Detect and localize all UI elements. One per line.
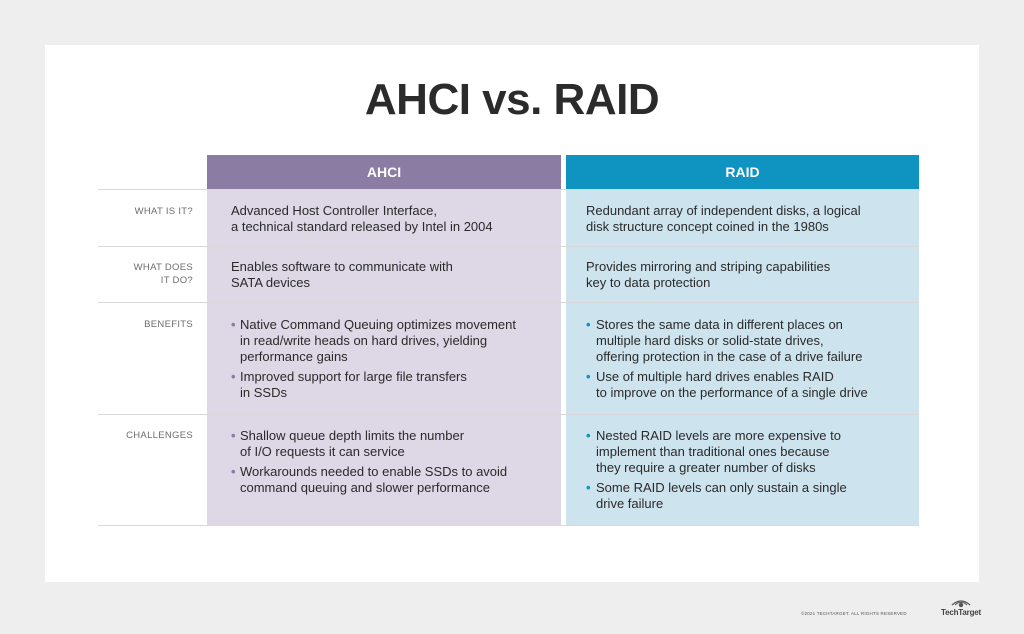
bullet-line: command queuing and slower performance: [240, 480, 491, 495]
cell-line: SATA devices: [231, 275, 310, 290]
row-label-benefits: [93, 318, 193, 331]
cell-line: Provides mirroring and striping capabilities: [586, 259, 831, 274]
row-label-line: BENEFITS: [144, 319, 193, 330]
cell-line: key to data protection: [586, 275, 711, 290]
row-label-what-is-it: [93, 205, 193, 218]
row-divider: [98, 414, 919, 415]
bullet-line: Improved support for large file transfers: [240, 369, 467, 384]
copyright-text: ©2021 TECHTARGET. ALL RIGHTS RESERVED: [801, 611, 907, 616]
bullet-list: [231, 317, 551, 401]
bullet-icon: •: [231, 317, 236, 332]
bullet-line: Stores the same data in different places on: [596, 317, 843, 332]
bullet-line: Workarounds needed to enable SSDs to avoid: [240, 464, 508, 479]
cell-raid-challenges: [586, 428, 911, 516]
row-label-line: IT DO?: [160, 275, 193, 286]
list-item: [586, 428, 911, 476]
cell-line: Redundant array of independent disks, a logical: [586, 203, 861, 218]
cell-line: a technical standard released by Intel in 2004: [231, 219, 493, 234]
column-header-raid: RAID: [566, 155, 919, 189]
techtarget-logo: [940, 598, 982, 622]
row-divider: [98, 525, 919, 526]
cell-line: disk structure concept coined in the 1980s: [586, 219, 829, 234]
row-divider: [98, 189, 919, 190]
bullet-line: to improve on the performance of a single drive: [596, 385, 868, 400]
bullet-line: Some RAID levels can only sustain a single: [596, 480, 847, 495]
row-label-line: WHAT IS IT?: [134, 206, 193, 217]
bullet-list: [586, 428, 911, 512]
bullet-line: drive failure: [596, 496, 664, 511]
logo-text: TechTarget: [941, 608, 981, 617]
row-label-challenges: [93, 429, 193, 442]
list-item: [231, 317, 551, 365]
bullet-line: Use of multiple hard drives enables RAID: [596, 369, 834, 384]
row-divider: [98, 302, 919, 303]
page-title: AHCI vs. RAID: [364, 75, 660, 124]
cell-line: Enables software to communicate with: [231, 259, 453, 274]
list-item: [231, 428, 551, 460]
column-header-ahci: AHCI: [207, 155, 561, 189]
bullet-line: in SSDs: [240, 385, 287, 400]
bullet-icon: •: [586, 369, 591, 384]
bullet-icon: •: [231, 464, 236, 479]
list-item: [586, 317, 911, 365]
bullet-line: of I/O requests it can service: [240, 444, 405, 459]
bullet-list: [231, 428, 551, 496]
list-item: [231, 464, 551, 496]
cell-raid-what-is-it: [586, 203, 911, 235]
row-label-line: CHALLENGES: [126, 430, 193, 441]
row-label-what-does-it-do: [93, 261, 193, 287]
bullet-icon: •: [586, 317, 591, 332]
list-item: [586, 369, 911, 401]
list-item: [231, 369, 551, 401]
bullet-line: offering protection in the case of a drive failure: [596, 349, 863, 364]
bullet-line: Nested RAID levels are more expensive to: [596, 428, 841, 443]
bullet-icon: •: [231, 369, 236, 384]
bullet-line: Native Command Queuing optimizes movement: [240, 317, 517, 332]
bullet-line: in read/write heads on hard drives, yielding: [240, 333, 488, 348]
bullet-icon: •: [586, 428, 591, 443]
cell-raid-what-does-it-do: [586, 259, 911, 291]
cell-line: Advanced Host Controller Interface,: [231, 203, 437, 218]
bullet-line: implement than traditional ones because: [596, 444, 830, 459]
row-label-line: WHAT DOES: [133, 262, 193, 273]
bullet-line: Shallow queue depth limits the number: [240, 428, 465, 443]
list-item: [586, 480, 911, 512]
cell-raid-benefits: [586, 317, 911, 405]
row-divider: [98, 246, 919, 247]
cell-ahci-what-does-it-do: [231, 259, 551, 291]
bullet-line: multiple hard disks or solid-state drives,: [596, 333, 824, 348]
cell-ahci-what-is-it: [231, 203, 551, 235]
bullet-line: they require a greater number of disks: [596, 460, 816, 475]
bullet-list: [586, 317, 911, 401]
bullet-line: performance gains: [240, 349, 348, 364]
bullet-icon: •: [586, 480, 591, 495]
cell-ahci-benefits: [231, 317, 551, 405]
cell-ahci-challenges: [231, 428, 551, 500]
bullet-icon: •: [231, 428, 236, 443]
